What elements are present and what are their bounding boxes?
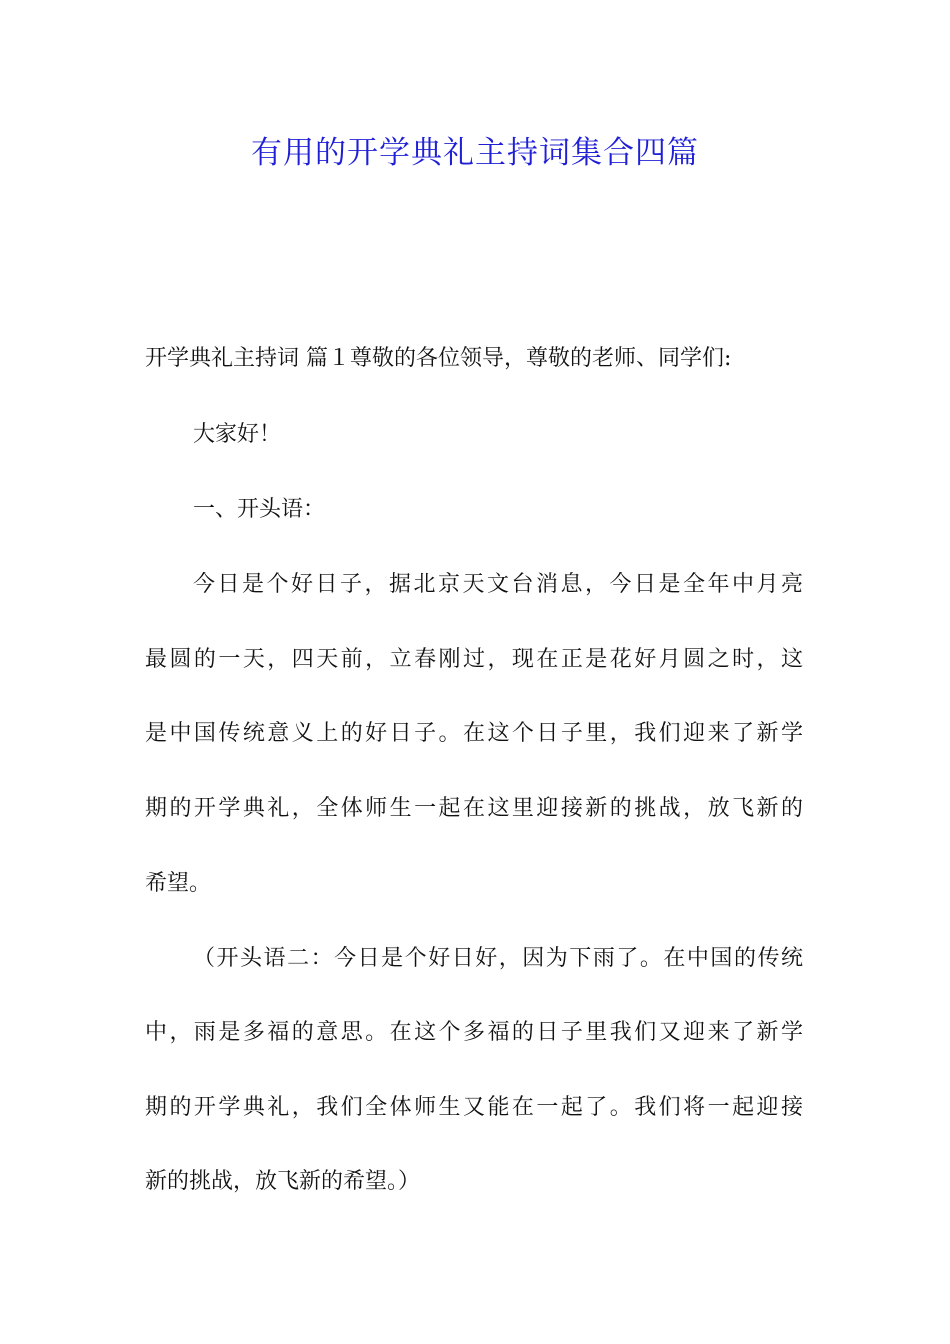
paragraph-line: 希望。 — [145, 871, 212, 896]
paragraph-line: 期的开学典礼，我们全体师生又能在一起了。我们将一起迎接 — [145, 1095, 803, 1120]
paragraph-greeting: 大家好！ — [193, 422, 282, 447]
paragraph-line: 是中国传统意义上的好日子。在这个日子里，我们迎来了新学 — [145, 721, 803, 746]
section-heading-opening: 一、开头语： — [193, 497, 326, 522]
paragraph-line: 中，雨是多福的意思。在这个多福的日子里我们又迎来了新学 — [145, 1020, 803, 1045]
paragraph-opening-line: 开学典礼主持词 篇１尊敬的各位领导，尊敬的老师、同学们: — [145, 346, 732, 371]
paragraph-line: 期的开学典礼，全体师生一起在这里迎接新的挑战，放飞新的 — [145, 796, 803, 821]
paragraph-line: （开头语二：今日是个好日好，因为下雨了。在中国的传统 — [193, 946, 803, 971]
document-title: 有用的开学典礼主持词集合四篇 — [251, 135, 699, 171]
paragraph-line: 新的挑战，放飞新的希望。） — [145, 1169, 421, 1194]
paragraph-line: 今日是个好日子，据北京天文台消息，今日是全年中月亮 — [193, 572, 803, 597]
paragraph-line: 最圆的一天，四天前，立春刚过，现在正是花好月圆之时，这 — [145, 647, 803, 672]
